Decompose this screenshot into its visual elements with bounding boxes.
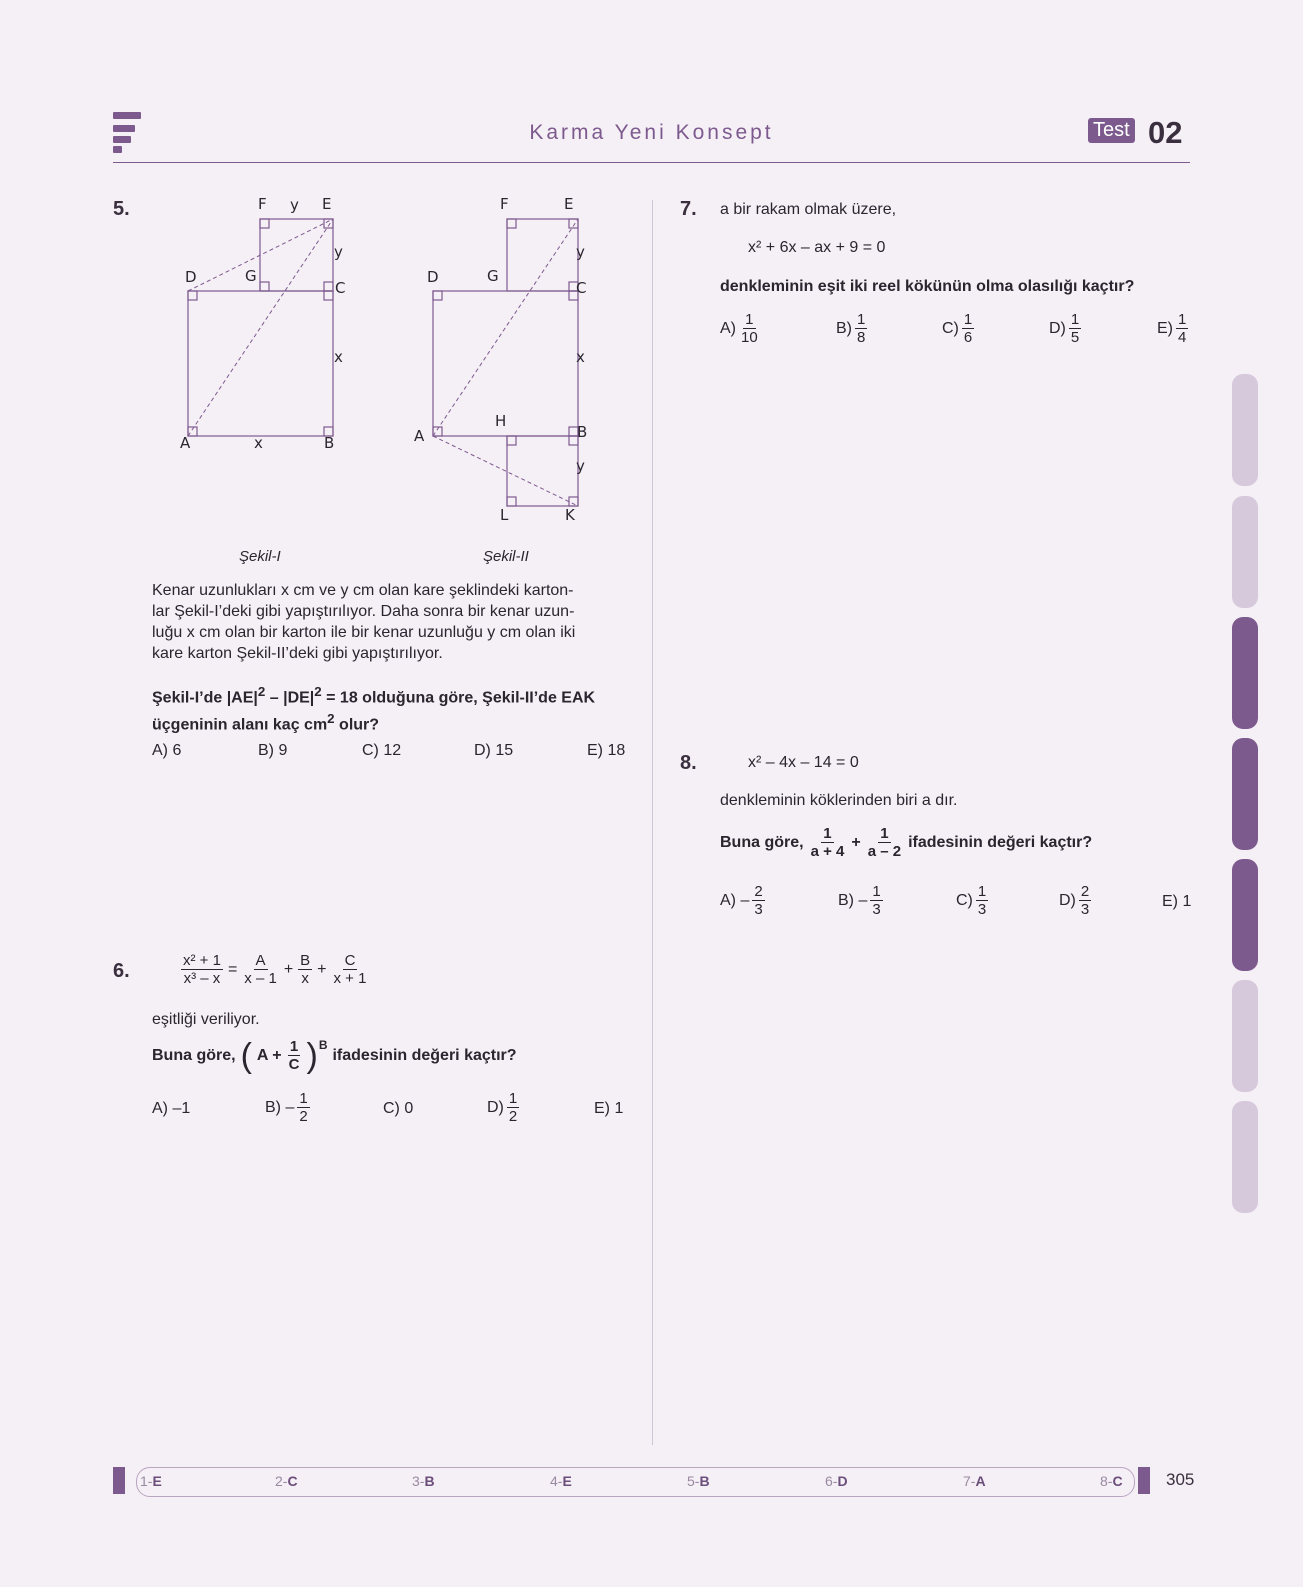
fig2-label-g: G: [487, 267, 499, 285]
answer-key-item: 2-C: [275, 1473, 298, 1489]
square-abcd: [188, 291, 333, 436]
q8-option-a[interactable]: A) – $\frac{2}{3}$: [720, 883, 763, 918]
answer-key-item: 8-C: [1100, 1473, 1123, 1489]
side-tab: [1232, 374, 1258, 486]
answer-key-marker-left: [113, 1467, 125, 1494]
answer-key-item: 5-B: [687, 1473, 710, 1489]
question-6-number: 6.: [113, 960, 130, 982]
fraction: $\frac{1}{2}$: [508, 1090, 518, 1125]
fig2-label-x-right: x: [576, 348, 585, 366]
test-badge: Test: [1088, 118, 1135, 143]
page-title: Karma Yeni Konsept: [529, 121, 774, 144]
fraction: $\frac{\text{x² + 1}}{\text{x³ – x}}$: [183, 952, 221, 987]
q5-option-d[interactable]: D) 15: [474, 742, 514, 759]
fraction: $\frac{1}{a - 2}$: [867, 825, 902, 860]
question-7-prompt: denkleminin eşit iki reel kökünün olma olasılığı kaçtır?: [720, 278, 1135, 295]
q5-option-e[interactable]: E) 18: [587, 742, 626, 759]
prompt-part: ifadesinin değeri kaçtır?: [332, 1046, 517, 1064]
q8-option-b[interactable]: B) – $\frac{1}{3}$: [838, 883, 881, 918]
prompt-part: Şekil-I’de |AE|: [152, 689, 258, 707]
answer-key-item: 4-E: [550, 1473, 572, 1489]
prompt-part: ifadesinin değeri kaçtır?: [908, 833, 1093, 851]
q7-option-c[interactable]: C) $\frac{1}{6}$: [942, 311, 973, 346]
figure-2: [412, 195, 612, 535]
prompt-part: Buna göre,: [152, 1046, 236, 1064]
side-tab: [1232, 1101, 1258, 1213]
text-line: Kenar uzunlukları x cm ve y cm olan kare şeklindeki karton-: [152, 582, 574, 599]
answer-key-item: 7-A: [963, 1473, 986, 1489]
fraction: $\frac{2}{3}$: [1080, 883, 1090, 918]
answer-key-item: 6-D: [825, 1473, 848, 1489]
side-tab: [1232, 859, 1258, 971]
text-line: luğu x cm olan bir karton ile bir kenar uzunluğu y cm olan iki: [152, 624, 576, 641]
q8-option-d[interactable]: D) $\frac{2}{3}$: [1059, 883, 1090, 918]
plus-sign: +: [851, 833, 861, 851]
fraction: $\frac{1}{5}$: [1070, 311, 1080, 346]
fig2-label-d: D: [427, 268, 439, 286]
fig2-label-b: B: [577, 423, 588, 441]
fig2-label-e: E: [564, 195, 574, 213]
fig1-label-y-right: y: [334, 243, 343, 261]
q6-option-c[interactable]: C) 0: [383, 1100, 414, 1117]
q5-option-c[interactable]: C) 12: [362, 742, 402, 759]
header-divider: [113, 162, 1190, 163]
fraction: $\frac{1}{3}$: [872, 883, 881, 918]
plus-sign: +: [283, 960, 294, 978]
side-tab: [1232, 738, 1258, 850]
prompt-part: olur?: [334, 716, 380, 734]
figure-1: [170, 195, 370, 460]
fraction: $\frac{1}{a + 4}$: [810, 825, 845, 860]
q6-option-d[interactable]: D) $\frac{1}{2}$: [487, 1090, 518, 1125]
column-divider: [652, 200, 653, 1445]
question-6-prompt: [152, 1038, 517, 1073]
superscript: 2: [327, 711, 335, 727]
fig1-label-x-right: x: [334, 348, 343, 366]
equals-sign: =: [227, 960, 238, 978]
q6-option-b[interactable]: B) – $\frac{1}{2}$: [265, 1090, 308, 1125]
fraction: $\frac{1}{10}$: [741, 311, 758, 346]
question-7-intro: a bir rakam olmak üzere,: [720, 201, 897, 218]
question-5-prompt: [152, 681, 632, 736]
side-tab: [1232, 496, 1258, 608]
fraction: $\frac{1}{2}$: [299, 1090, 308, 1125]
q5-option-a[interactable]: A) 6: [152, 742, 182, 759]
prompt-part: = 18 olduğuna göre, Şekil-II’de EAK: [321, 689, 596, 707]
fig2-label-h: H: [495, 412, 507, 430]
fig2-label-f: F: [500, 195, 509, 213]
fig2-label-y-low: y: [576, 457, 585, 475]
prompt-part: Buna göre,: [720, 833, 804, 851]
q7-option-d[interactable]: D) $\frac{1}{5}$: [1049, 311, 1080, 346]
answer-key-item: 1-E: [140, 1473, 162, 1489]
fig1-label-f: F: [258, 195, 267, 213]
q7-option-e[interactable]: E) $\frac{1}{4}$: [1157, 311, 1187, 346]
square-hbkl: [507, 436, 578, 506]
q8-option-e[interactable]: E) 1: [1162, 893, 1192, 910]
q6-option-e[interactable]: E) 1: [594, 1100, 624, 1117]
question-8-number: 8.: [680, 752, 697, 774]
answer-key-item: 3-B: [412, 1473, 435, 1489]
question-8-prompt: [720, 825, 1092, 860]
fraction: $\frac{1}{4}$: [1178, 311, 1187, 346]
fig2-label-a: A: [414, 427, 425, 445]
q7-option-b[interactable]: B) $\frac{1}{8}$: [836, 311, 866, 346]
fig2-label-k: K: [565, 506, 575, 524]
figure-1-caption: Şekil-I: [239, 548, 281, 565]
answer-key-marker-right: [1138, 1467, 1150, 1494]
fig1-label-g: G: [245, 267, 257, 285]
question-6-given: eşitliği veriliyor.: [152, 1011, 260, 1028]
right-paren: ): [306, 1036, 318, 1075]
expression-part: A +: [256, 1046, 282, 1064]
prompt-part: üçgeninin alanı kaç cm: [152, 716, 328, 734]
plus-sign: +: [317, 960, 327, 978]
question-5-text: [152, 580, 624, 664]
fraction: $\frac{1}{C}$: [288, 1038, 300, 1073]
fig2-label-y-right: y: [576, 243, 585, 261]
q7-option-a[interactable]: A) $\frac{1}{10}$: [720, 311, 758, 346]
q5-option-b[interactable]: B) 9: [258, 742, 288, 759]
side-tab: [1232, 980, 1258, 1092]
q8-option-c[interactable]: C) $\frac{1}{3}$: [956, 883, 987, 918]
fraction: $\frac{1}{8}$: [857, 311, 866, 346]
question-6-equation: [181, 952, 368, 987]
text-line: kare karton Şekil-II’deki gibi yapıştırılıyor.: [152, 645, 443, 662]
fig1-label-x-bottom: x: [254, 434, 263, 452]
q6-option-a[interactable]: A) –1: [152, 1100, 191, 1117]
question-5-number: 5.: [113, 198, 130, 220]
question-8-given: denkleminin köklerinden biri a dır.: [720, 792, 958, 809]
fig1-label-d: D: [185, 268, 197, 286]
fig2-label-l: L: [500, 506, 509, 524]
fraction: $\frac{2}{3}$: [754, 883, 763, 918]
square-gcef: [260, 219, 333, 291]
side-tab: [1232, 617, 1258, 729]
question-7-equation: x² + 6x – ax + 9 = 0: [748, 239, 886, 256]
fraction: $\frac{C}{x + 1}$: [333, 952, 367, 987]
fraction: $\frac{1}{6}$: [963, 311, 973, 346]
question-8-equation: x² – 4x – 14 = 0: [748, 754, 859, 771]
exponent: B: [318, 1038, 328, 1052]
fig1-label-a: A: [180, 434, 191, 452]
fig1-label-b: B: [324, 434, 335, 452]
fraction: $\frac{1}{3}$: [977, 883, 987, 918]
fig1-label-e: E: [322, 195, 332, 213]
fig1-label-c: C: [335, 279, 346, 297]
superscript: 2: [257, 684, 266, 699]
text-line: lar Şekil-I’deki gibi yapıştırılıyor. Daha sonra bir kenar uzun-: [152, 603, 575, 620]
fig2-label-c: C: [576, 279, 587, 297]
superscript: 2: [314, 684, 322, 699]
square-gcef: [507, 219, 578, 291]
left-paren: (: [240, 1036, 252, 1075]
page-number: 305: [1166, 1470, 1195, 1489]
prompt-part: – |DE|: [265, 689, 315, 707]
test-number: 02: [1148, 115, 1183, 150]
question-7-number: 7.: [680, 198, 697, 220]
figure-2-caption: Şekil-II: [483, 548, 529, 565]
fraction: $\frac{B}{x}$: [300, 952, 311, 987]
fraction: $\frac{A}{x - 1}$: [244, 952, 277, 987]
fig1-label-y-top: y: [290, 196, 299, 214]
